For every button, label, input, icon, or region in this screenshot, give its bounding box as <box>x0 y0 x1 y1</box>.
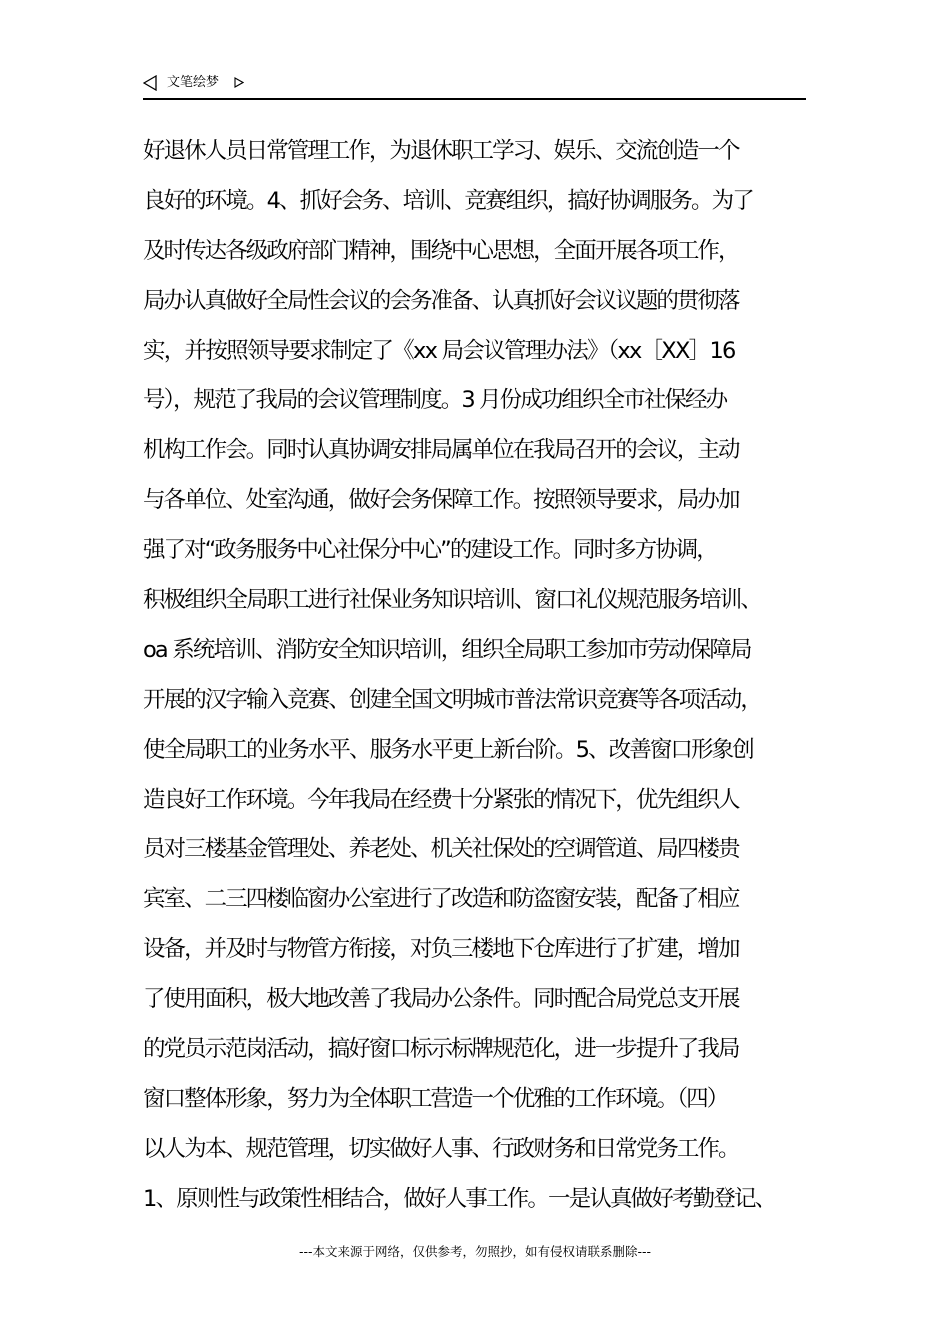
body-text-line: 及时传达各级政府部门精神，围绕中心思想，全面开展各项工作， <box>143 237 739 264</box>
body-text-line: 造良好工作环境。今年我局在经费十分紧张的情况下，优先组织人 <box>143 786 739 813</box>
document-body <box>143 127 863 1225</box>
body-text-line: 号），规范了我局的会议管理制度。3 月份成功组织全市社保经办 <box>143 387 727 414</box>
triangle-right-icon <box>234 77 244 88</box>
body-text-line: 1、原则性与政策性相结合，做好人事工作。一是认真做好考勤登记、 <box>143 1185 776 1212</box>
body-text-line: 好退休人员日常管理工作，为退休职工学习、娱乐、交流创造一个 <box>143 138 739 164</box>
body-text-line: 设备，并及时与物管方衔接，对负三楼地下仓库进行了扩建，增加 <box>143 936 739 963</box>
body-text-line: 以人为本、规范管理，切实做好人事、行政财务和日常党务工作。 <box>143 1135 739 1162</box>
body-text-line: oa 系统培训、消防安全知识培训，组织全局职工参加市劳动保障局 <box>143 636 751 663</box>
body-text-line: 良好的环境。4、抓好会务、培训、竞赛组织，搞好协调服务。为了 <box>143 187 753 214</box>
triangle-left-icon <box>143 75 157 91</box>
body-text-line: 使全局职工的业务水平、服务水平更上新台阶。5、改善窗口形象创 <box>143 736 753 763</box>
body-text-line: 实，并按照领导要求制定了《xx 局会议管理办法》（xx［XX］16 <box>143 337 735 364</box>
body-text-line: 与各单位、处室沟通，做好会务保障工作。按照领导要求，局办加 <box>143 487 739 514</box>
body-text-line: 强了对“政务服务中心社保分中心”的建设工作。同时多方协调， <box>143 537 717 564</box>
body-text-line: 员对三楼基金管理处、养老处、机关社保处的空调管道、局四楼贵 <box>143 836 739 863</box>
body-text-line: 的党员示范岗活动，搞好窗口标示标牌规范化，进一步提升了我局 <box>143 1036 739 1063</box>
page-header <box>143 72 806 100</box>
header-title: 文笔绘梦 <box>167 75 220 90</box>
page-footer-disclaimer: ---本文来源于网络，仅供参考，勿照抄，如有侵权请联系删除--- <box>298 1244 652 1259</box>
body-text-line: 了使用面积，极大地改善了我局办公条件。同时配合局党总支开展 <box>143 986 739 1013</box>
body-text-line: 宾室、二三四楼临窗办公室进行了改造和防盗窗安装，配备了相应 <box>143 886 739 913</box>
body-text-line: 积极组织全局职工进行社保业务知识培训、窗口礼仪规范服务培训、 <box>143 587 762 614</box>
body-text-line: 机构工作会。同时认真协调安排局属单位在我局召开的会议，主动 <box>143 437 739 464</box>
body-text-line: 开展的汉字输入竞赛、创建全国文明城市普法常识竞赛等各项活动， <box>143 686 762 713</box>
body-text-line: 局办认真做好全局性会议的会务准备、认真抓好会议议题的贯彻落 <box>143 287 739 314</box>
body-text-line: 窗口整体形象，努力为全体职工营造一个优雅的工作环境。（四） <box>143 1085 728 1112</box>
